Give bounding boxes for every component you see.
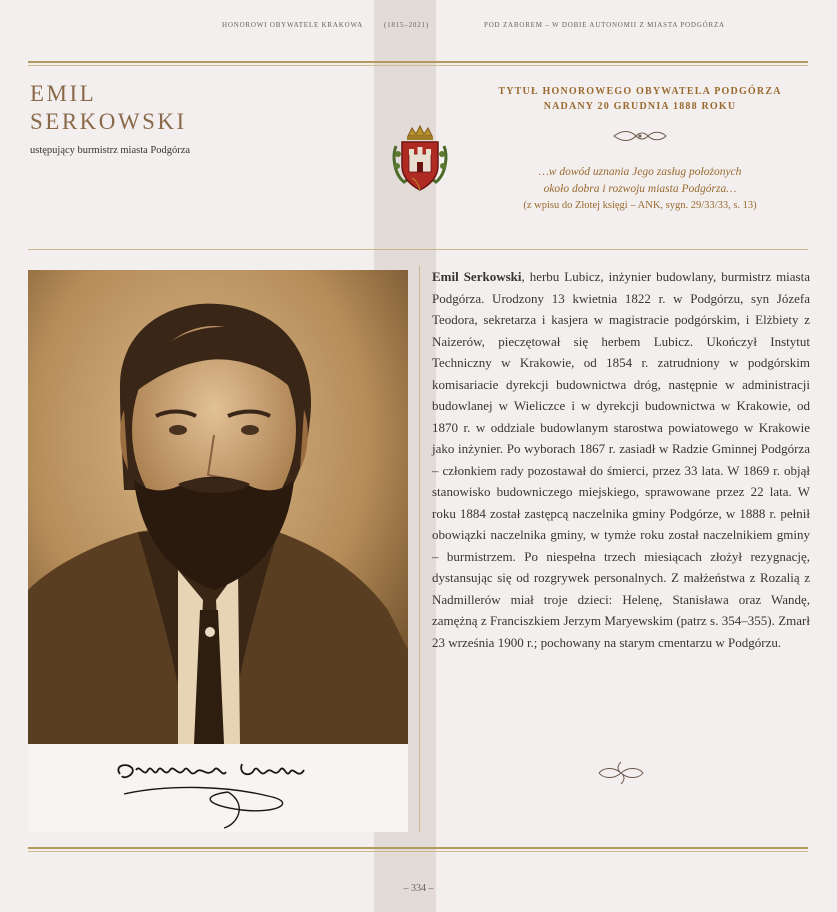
person-subtitle: ustępujący burmistrz miasta Podgórza <box>30 145 191 156</box>
top-rule-thin <box>28 65 808 66</box>
running-head-middle: (1815–2021) <box>384 21 429 29</box>
honor-title-line1: TYTUŁ HONOROWEGO OBYWATELA PODGÓRZA <box>498 86 782 97</box>
biography-name: Emil Serkowski <box>432 269 522 284</box>
signature-icon <box>28 744 408 832</box>
honor-title-line2: NADANY 20 GRUDNIA 1888 ROKU <box>543 101 737 112</box>
running-head-right: POD ZABOREM – W DOBIE AUTONOMII Z MIASTA PODGÓRZA <box>484 21 725 29</box>
biography-text: , herbu Lubicz, inżynier budowlany, burmistrz miasta Podgórza. Urodzony 13 kwietnia 1822 r. w Podgórzu, syn Józefa Teodora, sekretarza i kasjera w magistracie podgórskim, i Elżbiety z Naizerów, pieczętował się herbem Lubicz. Ukończył Instytut Techniczny w Krakowie, od 1854 r. zatrudniony w podgórskim komisariacie dyrekcji budownictwa dróg, następnie w administracji budowlanej w Wieliczce i w dyrekcji budownictwa w Krakowie, od 1870 r. w oddziale budowlanym starostwa powiatowego w Krakowie jako inżynier. Po wyborach 1867 r. zasiadł w Radzie Gminnej Podgórza – członkiem rady pozostawał do śmierci, przez 33 lata. W 1869 r. objął stanowisko budowniczego miejskiego, sprawowane przez 22 lata. W roku 1884 został zastępcą naczelnika gminy Podgórze, w 1888 r. pełnił obowiązki naczelnika gminy, w tymże roku został naczelnikiem gminy – burmistrzem. Po niespełna trzech miesiącach złożył rezygnację, dystansując się od rozgrywek personalnych. Z małżeństwa z Rozalią z Nadmillerów miał troje dzieci: Helenę, Stanisława oraz Wandę, zamężną z Franciszkiem Jerzym Maryewskim (patrz s. 354–355). Zmarł 23 września 1900 r.; pochowany na starym cmentarzu w Podgórzu. <box>432 269 811 650</box>
honor-quote <box>470 164 810 198</box>
running-head-left: HONOROWI OBYWATELE KRAKOWA <box>222 21 363 29</box>
first-name: EMIL <box>30 81 97 106</box>
bottom-rule <box>28 847 808 849</box>
last-name: SERKOWSKI <box>30 109 187 134</box>
quote-line1: …w dowód uznania Jego zasług położonych <box>538 166 742 178</box>
page-number: – 334 – <box>403 883 434 894</box>
middle-rule <box>28 249 808 250</box>
biography <box>432 266 810 653</box>
honor-title <box>470 84 810 114</box>
end-ornament-icon <box>595 758 647 788</box>
quote-source: (z wpisu do Złotej księgi – ANK, sygn. 29/33/33, s. 13) <box>523 200 757 211</box>
signature-area <box>28 744 408 832</box>
quote-line2: około dobra i rozwoju miasta Podgórza… <box>543 183 737 195</box>
flourish-ornament-icon <box>612 128 668 144</box>
portrait-photo <box>28 270 408 744</box>
top-rule <box>28 61 808 63</box>
crest-icon <box>388 122 452 194</box>
person-name <box>30 80 187 136</box>
running-head <box>0 18 837 34</box>
bottom-rule-thin <box>28 851 808 852</box>
column-divider <box>419 266 420 832</box>
